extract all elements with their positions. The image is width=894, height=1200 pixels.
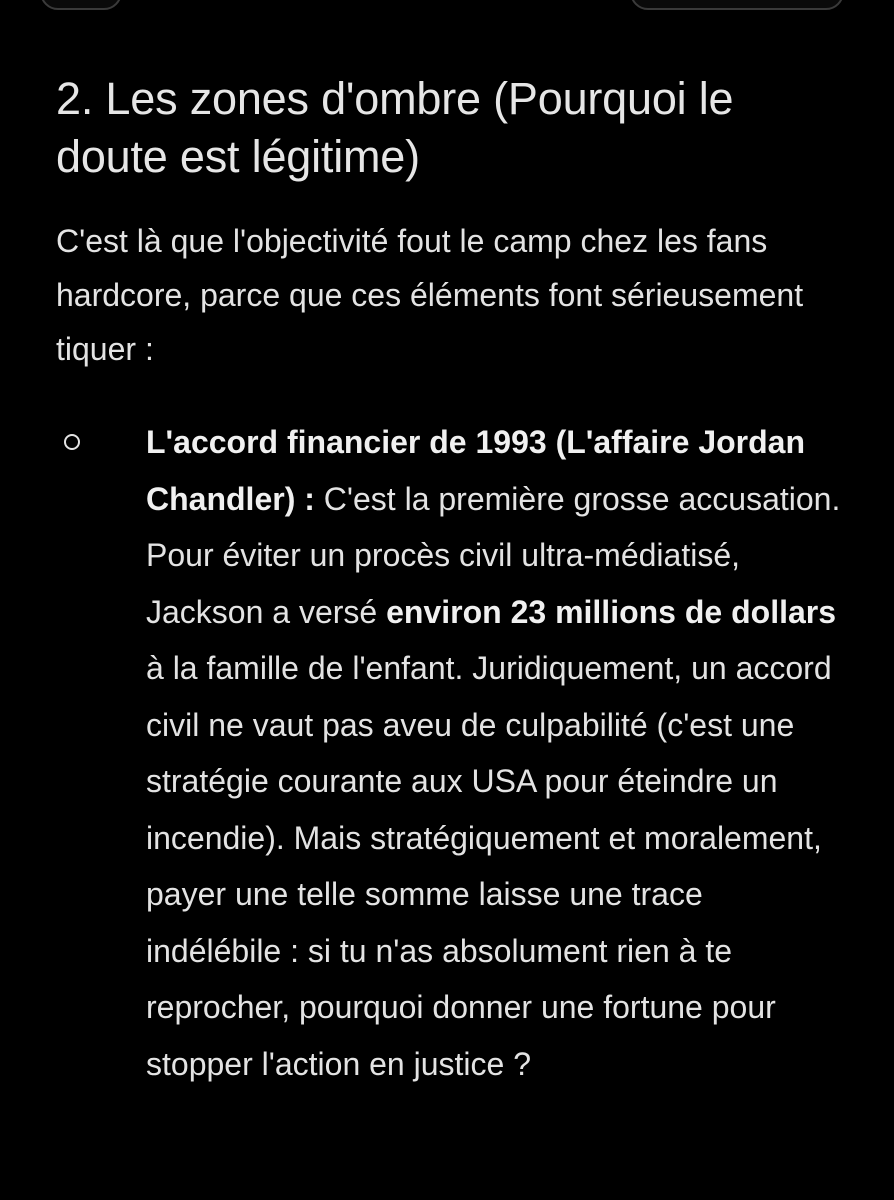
bullet-list [56,414,846,1092]
bullet-text-part-2: à la famille de l'enfant. Juridiquement, un accord civil ne vaut pas aveu de culpabilité (c'est une stratégie courante aux USA pour éteindre un incendie). Mais stratégiquement et moralement, payer une telle somme laisse une trace indélébile : si tu n'as absolument rien à te reprocher, pourquoi donner une fortune pour stopper l'action en justice ? [146,650,832,1082]
bullet-item-accord-1993 [56,414,846,1092]
top-right-button-edge[interactable] [630,0,844,10]
hollow-circle-bullet-icon [64,434,80,450]
bullet-emphasis: environ 23 millions de dollars [386,593,837,630]
bullet-heading: L'accord financier de 1993 (L'affaire Jordan Chandler) : [146,424,805,517]
intro-paragraph: C'est là que l'objectivité fout le camp chez les fans hardcore, parce que ces éléments font sérieusement tiquer : [56,223,804,367]
response-content [56,70,846,1092]
bullet-text-part-1: C'est la première grosse accusation. Pour éviter un procès civil ultra-médiatisé, Jackson a versé [146,480,841,630]
section-title: 2. Les zones d'ombre (Pourquoi le doute est légitime) [56,73,734,182]
top-left-button-edge[interactable] [40,0,122,10]
